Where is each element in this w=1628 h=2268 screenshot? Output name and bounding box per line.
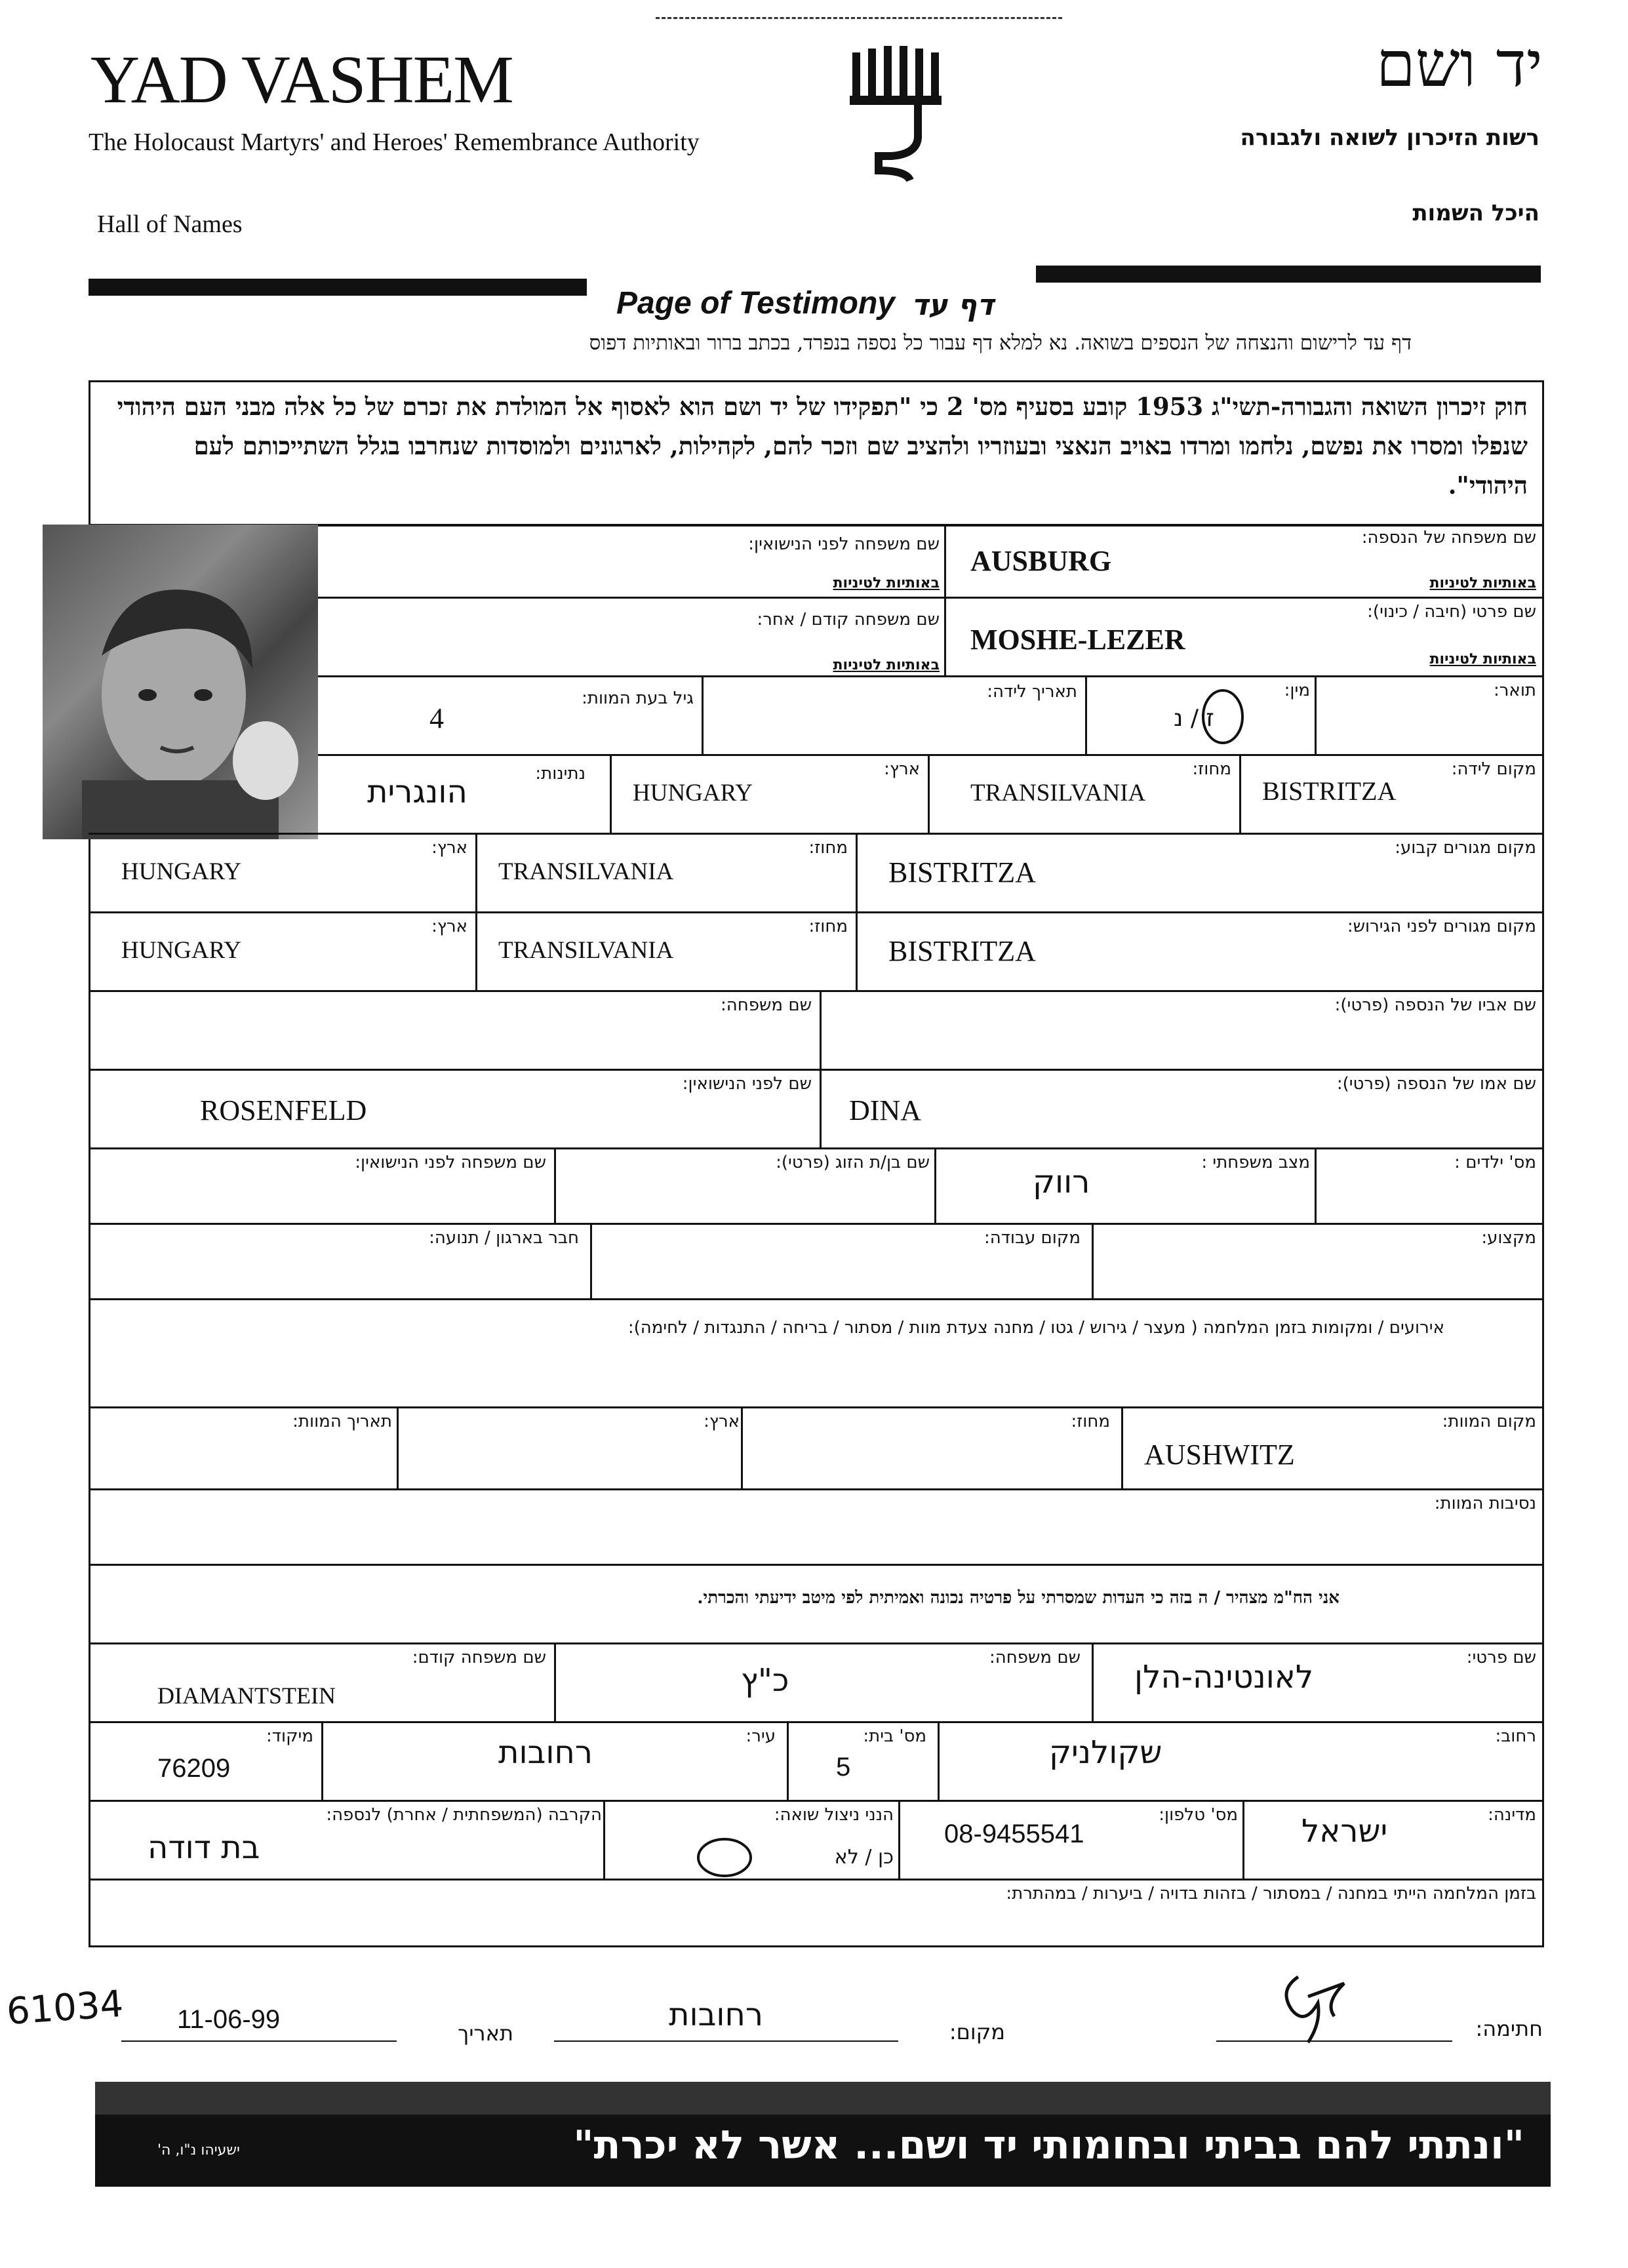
- victim-before-city: BISTRITZA: [888, 935, 1036, 967]
- row-line: [89, 1721, 1544, 1723]
- label-family-name: שם משפחה של הנספה:: [1361, 528, 1536, 547]
- label-gender: מין:: [1284, 681, 1310, 700]
- victim-before-district: TRANSILVANIA: [498, 937, 674, 964]
- col-line: [820, 990, 822, 1069]
- label-num-children: מס' ילדים :: [1454, 1153, 1536, 1172]
- col-line: [702, 675, 704, 754]
- label-latin-3: באותיות לטיניות: [1429, 651, 1536, 667]
- label-latin-2: באותיות לטיניות: [833, 575, 940, 591]
- law-text: חוק זיכרון השואה והגבורה-תשי"ג 1953 קובע בסעיף מס' 2 כי "תפקידו של יד ושם הוא לאסוף אל המולדת את זכרם של כל אלה מבני העם היהודי שנפלו ומסרו את נפשם, נלחמו ומרדו באויב הנאצי ובעוזריו ולהציב שם וזכר להם, לקהילות, לארגונים ולמוסדות שנחרבו בגלל השתייכותם לעם היהודי".: [117, 392, 1528, 500]
- witness-prev-name: DIAMANTSTEIN: [157, 1682, 336, 1709]
- col-line: [898, 1800, 900, 1879]
- col-line: [1085, 675, 1087, 754]
- label-relation: הקרבה (המשפחתית / אחרת) לנספה:: [326, 1805, 602, 1825]
- org-subtitle-he: רשות הזיכרון לשואה ולגבורה: [1240, 125, 1539, 151]
- margin-number: 61034: [5, 1982, 125, 2034]
- right-header-bar: [1036, 266, 1541, 283]
- gender-circle: [1200, 687, 1246, 746]
- footer-top-stripe: [95, 2082, 1551, 2115]
- victim-marital-status: רווק: [1033, 1164, 1090, 1201]
- row-line: [89, 1642, 1544, 1644]
- witness-city: רחובות: [498, 1734, 593, 1771]
- col-line: [944, 597, 946, 675]
- col-line: [856, 911, 858, 990]
- label-marital-status: מצב משפחתי :: [1201, 1153, 1310, 1172]
- label-events: אירועים / ומקומות בזמן המלחמה ( מעצר / גירוש / גטו / מחנה צעדת מוות / מסתור / בריחה / התנגדות / לחימה):: [627, 1318, 1444, 1338]
- col-line: [554, 1642, 556, 1721]
- org-subtitle-en: The Holocaust Martyrs' and Heroes' Remembrance Authority: [89, 129, 700, 156]
- col-line: [938, 1721, 940, 1800]
- witness-relation: בת דודה: [148, 1829, 260, 1866]
- footer-banner: [95, 2082, 1551, 2187]
- label-witness-first: שם פרטי:: [1466, 1648, 1536, 1667]
- label-nationality: נתינות:: [535, 764, 586, 784]
- label-mother-name: שם אמו של הנספה (פרטי):: [1336, 1074, 1536, 1094]
- victim-perm-country: HUNGARY: [121, 858, 241, 885]
- label-street: רחוב:: [1495, 1726, 1536, 1746]
- victim-first-name: MOSHE-LEZER: [970, 624, 1185, 656]
- label-war-time: בזמן המלחמה הייתי במחנה / במסתור / בזהות בדויה / ביערות / במהתרת:: [1006, 1884, 1536, 1903]
- label-profession: מקצוע:: [1481, 1228, 1536, 1248]
- col-line: [1239, 754, 1241, 833]
- witness-first-name: לאונטינה-הלן: [1134, 1659, 1314, 1696]
- signature-mark: [1272, 1964, 1357, 2049]
- label-work-place: מקום עבודה:: [983, 1228, 1081, 1248]
- victim-nationality: הונגרית: [367, 774, 467, 810]
- label-title: תואר:: [1494, 681, 1536, 700]
- victim-mother-maiden: ROSENFELD: [200, 1094, 367, 1126]
- col-line: [928, 754, 930, 833]
- label-mother-maiden: שם לפני הנישואין:: [682, 1074, 812, 1094]
- footer-source: ישעיהו נ"ו, ה': [157, 2142, 240, 2159]
- victim-birth-country: HUNGARY: [633, 780, 753, 806]
- label-father-name: שם אביו של הנספה (פרטי):: [1334, 995, 1536, 1015]
- page-title-en: Page of Testimony: [616, 286, 895, 321]
- org-name-en: YAD VASHEM: [90, 42, 513, 117]
- victim-death-place: AUSHWITZ: [1144, 1439, 1295, 1471]
- label-member-org: חבר בארגון / תנועה:: [429, 1228, 579, 1248]
- victim-mother-first: DINA: [849, 1094, 921, 1126]
- label-death-date: תאריך המוות:: [292, 1412, 392, 1431]
- label-survivor: הנני ניצול שואה:: [774, 1805, 894, 1825]
- witness-date: 11-06-99: [177, 2005, 281, 2034]
- label-witness-family: שם משפחה:: [989, 1648, 1081, 1667]
- witness-zip: 76209: [157, 1754, 231, 1783]
- survivor-yes-no: כן / לא: [834, 1846, 894, 1869]
- col-line: [787, 1721, 789, 1800]
- col-line: [1315, 1147, 1317, 1223]
- victim-family-name: AUSBURG: [970, 545, 1112, 577]
- date-line: [121, 2040, 397, 2042]
- col-line: [1315, 675, 1317, 754]
- label-death-country: ארץ:: [704, 1412, 740, 1431]
- victim-perm-district: TRANSILVANIA: [498, 858, 674, 885]
- label-father-family: שם משפחה:: [721, 995, 812, 1015]
- hall-he: היכל השמות: [1412, 200, 1539, 226]
- victim-photo: [43, 525, 318, 839]
- row-line: [89, 1488, 1544, 1490]
- col-line: [475, 911, 477, 990]
- label-date: תאריך: [458, 2021, 513, 2046]
- row-line: [318, 597, 1544, 599]
- label-latin-4: באותיות לטיניות: [833, 657, 940, 673]
- col-line: [1121, 1406, 1123, 1488]
- label-zip: מיקוד:: [266, 1726, 313, 1746]
- victim-age: 4: [429, 702, 444, 734]
- col-line: [603, 1800, 605, 1879]
- hall-en: Hall of Names: [97, 210, 243, 238]
- label-spouse-maiden: שם משפחה לפני הנישואין:: [355, 1153, 546, 1172]
- col-line: [554, 1147, 556, 1223]
- page-title-he: דף עד: [911, 288, 995, 322]
- col-line: [590, 1223, 592, 1298]
- footer-quote: "ונתתי להם בביתי ובחומותי יד ושם... אשר לא יכרת": [573, 2122, 1524, 2168]
- label-state: מדינה:: [1488, 1805, 1536, 1825]
- survivor-no-circle: [695, 1835, 754, 1880]
- victim-gender: ז / נ: [1174, 705, 1214, 732]
- row-line: [89, 1069, 1544, 1071]
- row-line: [89, 1298, 1544, 1300]
- witness-street: שקולניק: [1049, 1734, 1162, 1771]
- col-line: [321, 1721, 323, 1800]
- col-line: [934, 1147, 936, 1223]
- col-line: [820, 1069, 822, 1147]
- col-line: [741, 1406, 743, 1488]
- label-witness-prev: שם משפחה קודם:: [412, 1648, 546, 1667]
- label-death-place: מקום המוות:: [1442, 1412, 1536, 1431]
- label-place: מקום:: [949, 2019, 1005, 2044]
- label-house-no: מס' בית:: [863, 1726, 926, 1746]
- col-line: [944, 525, 946, 597]
- label-birth-place: מקום לידה:: [1451, 759, 1536, 779]
- label-death-circumstances: נסיבות המוות:: [1434, 1494, 1536, 1513]
- label-signature: חתימה:: [1475, 2016, 1543, 2041]
- witness-house-no: 5: [836, 1753, 851, 1781]
- col-line: [1242, 1800, 1244, 1879]
- place-line: [554, 2040, 898, 2042]
- victim-before-country: HUNGARY: [121, 937, 241, 964]
- label-perm-district: מחוז:: [808, 838, 848, 858]
- col-line: [1092, 1223, 1094, 1298]
- label-age-at-death: גיל בעת המוות:: [582, 688, 694, 708]
- label-permanent-residence: מקום מגורים קבוע:: [1395, 838, 1536, 858]
- label-birth-date: תאריך לידה:: [987, 682, 1077, 702]
- label-maiden-name: שם משפחה לפני הנישואין:: [748, 534, 940, 554]
- row-line: [89, 833, 1544, 835]
- label-before-district: מחוז:: [808, 917, 848, 936]
- label-prev-name: שם משפחה קודם / אחר:: [757, 610, 940, 629]
- instruction-text: דף עד לרישום והנצחה של הנספים בשואה. נא למלא דף עבור כל נספה בנפרד, בכתב ברור ובאותיות דפוס: [589, 331, 1412, 355]
- col-line: [1092, 1642, 1094, 1721]
- row-line: [318, 754, 1544, 756]
- col-line: [397, 1406, 399, 1488]
- label-before-country: ארץ:: [431, 917, 467, 936]
- victim-perm-city: BISTRITZA: [888, 856, 1036, 888]
- witness-place: רחובות: [669, 1997, 763, 2033]
- label-spouse-name: שם בן/ת הזוג (פרטי):: [776, 1153, 930, 1172]
- victim-birth-place: BISTRITZA: [1262, 776, 1397, 806]
- row-line: [89, 1223, 1544, 1225]
- col-line: [856, 833, 858, 911]
- label-perm-country: ארץ:: [431, 838, 467, 858]
- row-line: [89, 1406, 1544, 1408]
- row-line: [89, 911, 1544, 913]
- label-first-name: שם פרטי (חיבה / כינוי):: [1367, 602, 1536, 622]
- org-name-he: יד ושם: [1376, 28, 1543, 101]
- left-header-bar: [89, 279, 587, 296]
- row-line: [89, 1879, 1544, 1880]
- label-birth-country: ארץ:: [884, 759, 920, 779]
- label-latin-1: באותיות לטיניות: [1429, 575, 1536, 591]
- yad-vashem-logo: [846, 39, 951, 184]
- witness-state: ישראל: [1301, 1813, 1388, 1850]
- declaration-text: אני הח"מ מצהיר / ה בזה כי העדות שמסרתי על פרטיה נכונה ואמיתית לפי מיטב ידיעתי והכרתי.: [697, 1588, 1340, 1608]
- label-death-district: מחוז:: [1071, 1412, 1110, 1431]
- row-line: [89, 1564, 1544, 1566]
- row-line: [318, 675, 1544, 677]
- top-dashed-line: [656, 17, 1062, 19]
- col-line: [610, 754, 612, 833]
- witness-phone: 08-9455541: [944, 1820, 1084, 1848]
- row-line: [89, 1147, 1544, 1149]
- label-city: עיר:: [745, 1726, 776, 1746]
- col-line: [475, 833, 477, 911]
- label-residence-before: מקום מגורים לפני הגירוש:: [1347, 917, 1536, 936]
- label-birth-district: מחוז:: [1192, 759, 1231, 779]
- row-line: [89, 990, 1544, 992]
- label-phone: מס' טלפון:: [1159, 1805, 1238, 1825]
- witness-family-name: כ"ץ: [741, 1662, 789, 1699]
- row-line: [89, 1800, 1544, 1802]
- victim-birth-district: TRANSILVANIA: [970, 780, 1146, 806]
